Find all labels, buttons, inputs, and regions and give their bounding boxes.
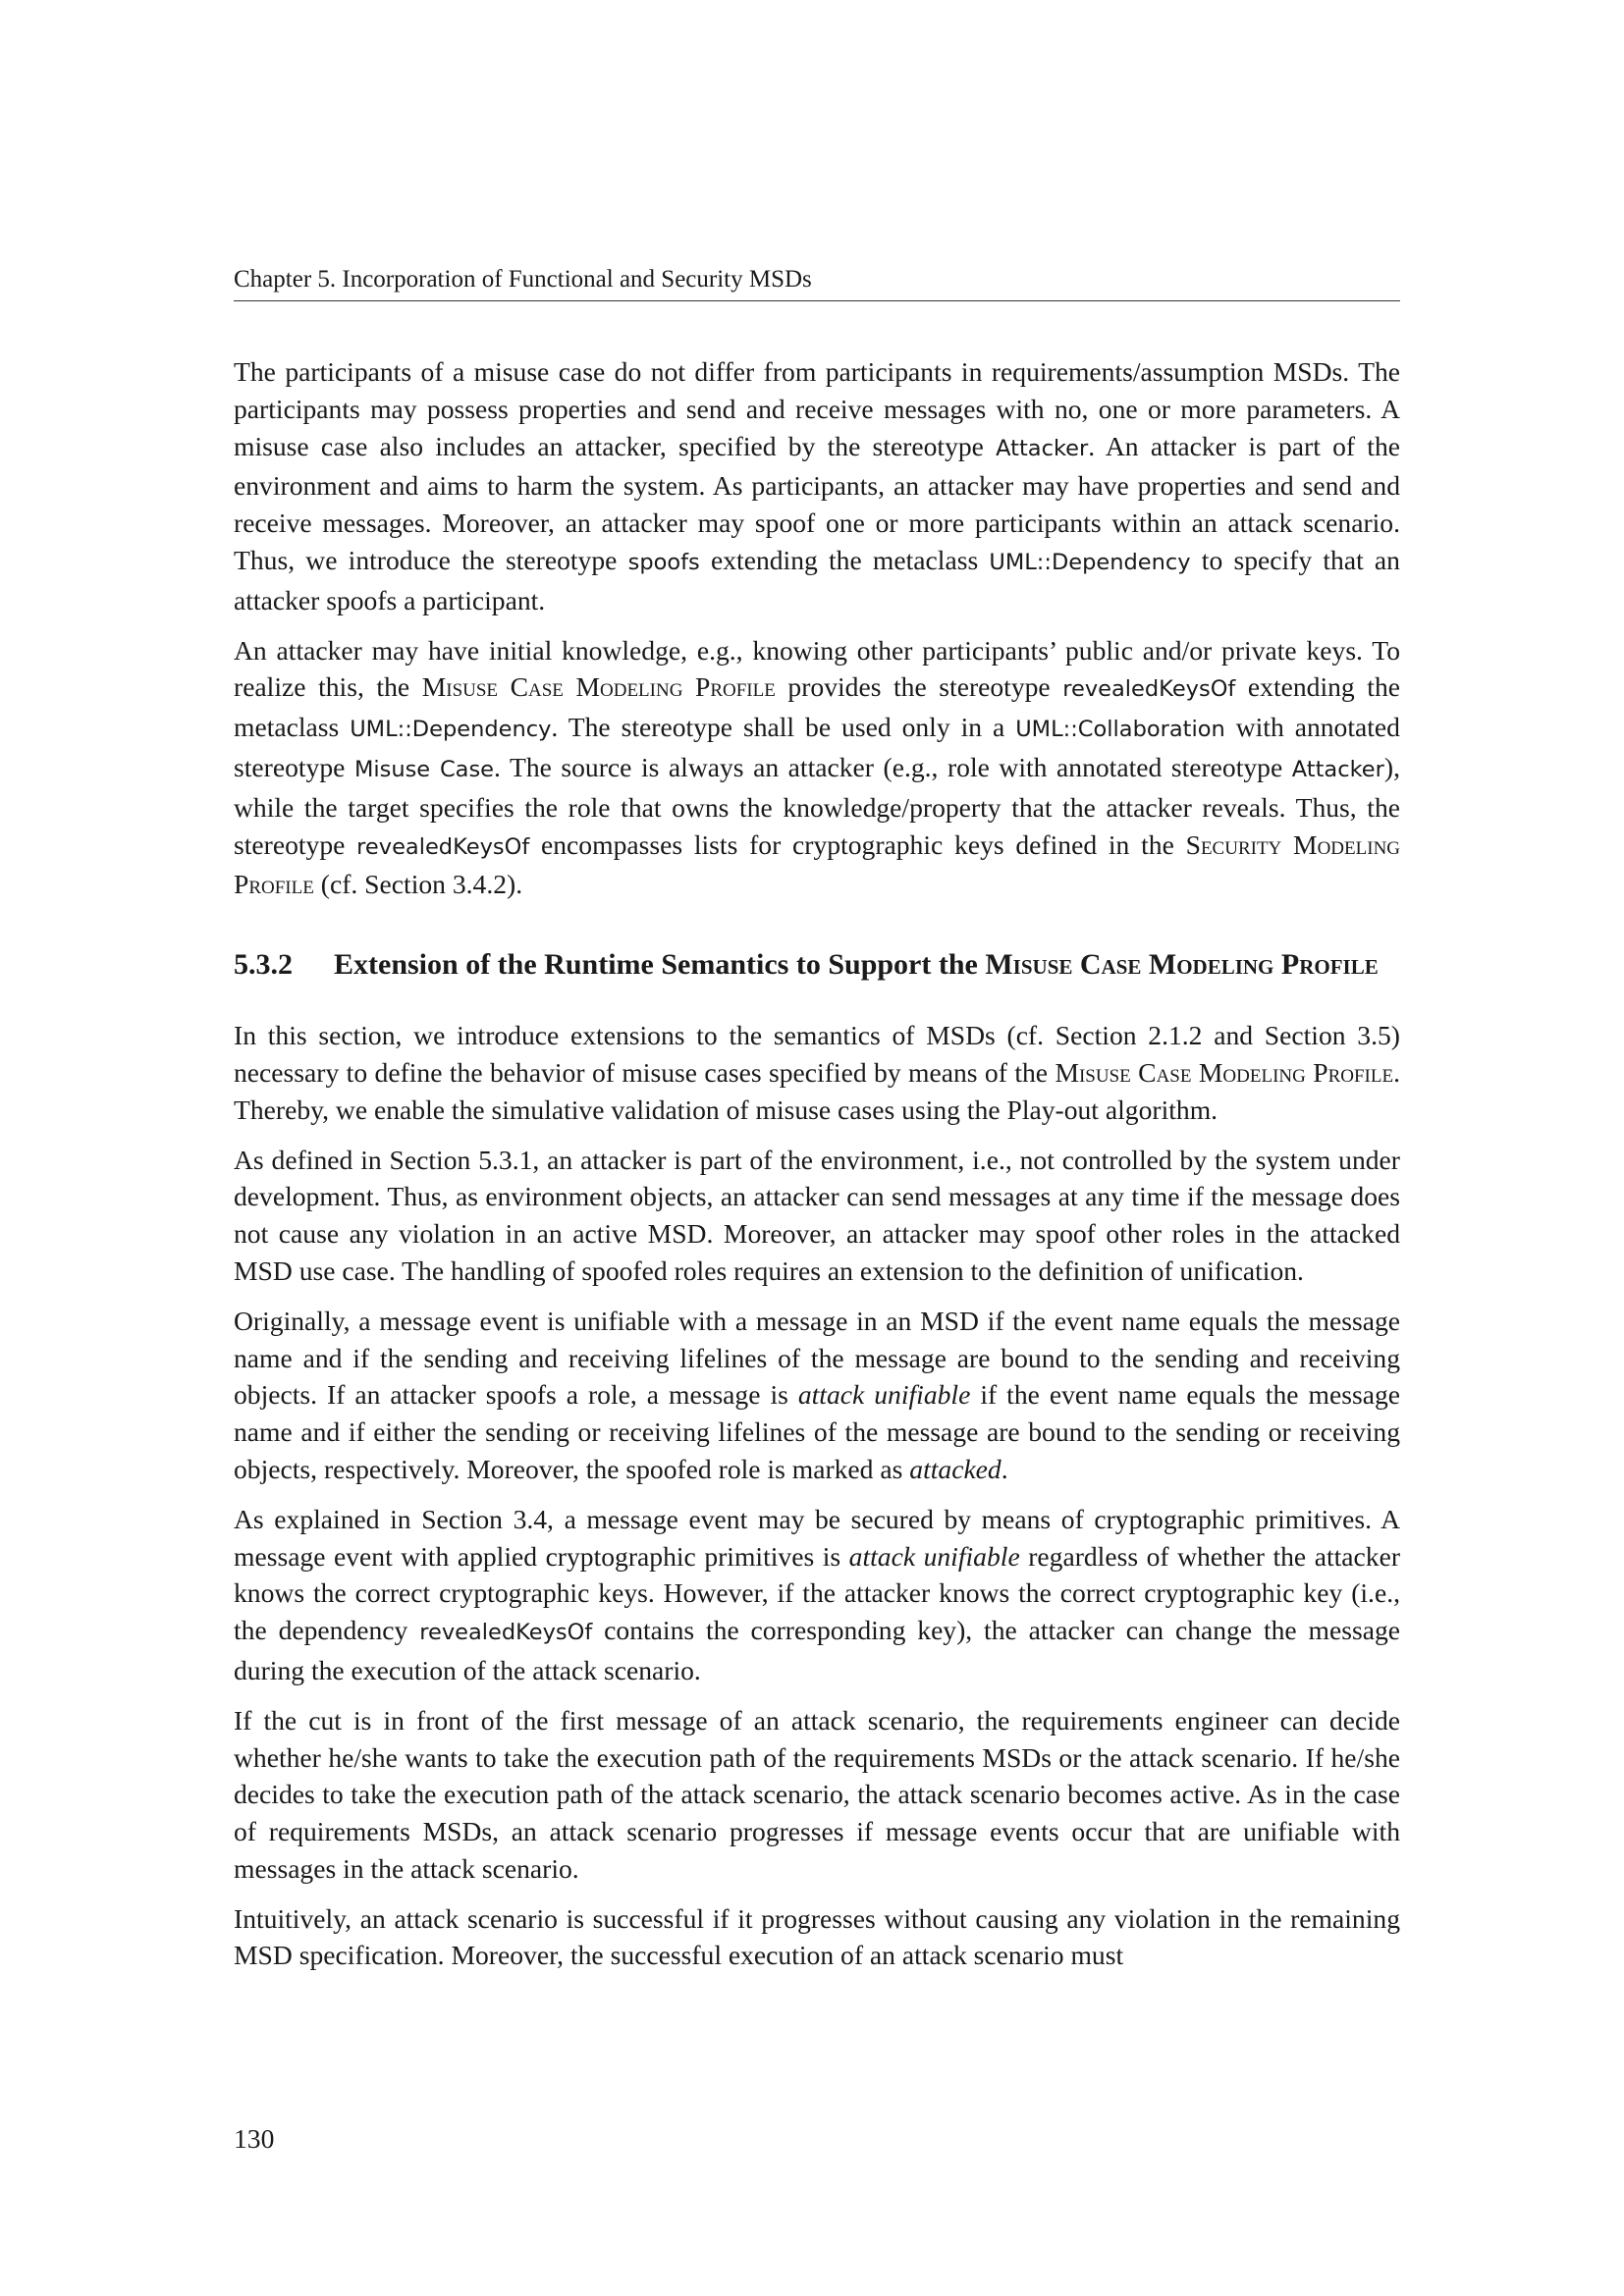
paragraph-successful-attack: Intuitively, an attack scenario is successful if it progresses without causing any violation in the remaining MSD specification. Moreover, the successful execution of an attack scenario must (234, 1902, 1400, 1971)
paragraph-initial-knowledge: An attacker may have initial knowledge, e.g., knowing other participants’ public and/or private keys. To realize this, the Misuse Case Modeling Profile provides the stereotype revealedKeysOf extending the metaclass UML::Dependency. The stereotype shall be used only in a UML::Collaboration with annotated stereotype Misuse Case. The source is always an attacker (e.g., role with annotated stereotype Attacker), while the target specifies the role that owns the knowledge/property that the attacker reveals. Thus, the stereotype revealedKeysOf encompasses lists for cryptographic keys defined in the Security Modeling Profile (cf. Section 3.4.2). (234, 634, 1401, 900)
term-attack-unifiable: attack unifiable (797, 1379, 971, 1411)
term-attacked: attacked (909, 1453, 1001, 1484)
section-heading (234, 946, 1400, 984)
profile-name: Security Modeling Profile (234, 828, 1401, 900)
section-title: Extension of the Runtime Semantics to Support the Misuse Case Modeling Profile (334, 948, 1379, 982)
paragraph-unification: Originally, a message event is unifiable with a message in an MSD if the event name equals the message name and if the sending and receiving lifelines of the message are bound to the sending and receiving objects. If an attacker spoofs a role, a message is attack unifiable if the event name equals the message name and if either the sending or receiving lifelines of the message are bound to the sending or receiving objects, respectively. Moreover, the spoofed role is marked as attacked. (234, 1305, 1400, 1484)
paragraph-attacker-environment: As defined in Section 5.3.1, an attacker is part of the environment, i.e., not controlled by the system under development. Thus, as environment objects, an attacker can send messages at any time if the message does not cause any violation in an active MSD. Moreover, an attacker may spoof other roles in the attacked MSD use case. The handling of spoofed roles requires an extension to the definition of unification. (234, 1144, 1400, 1286)
term-attack-unifiable: attack unifiable (848, 1540, 1020, 1572)
profile-name: Misuse Case Modeling Profile (1055, 1056, 1394, 1088)
paragraph-cryptographic: As explained in Section 3.4, a message event may be secured by means of cryptographic primitives. A message event with applied cryptographic primitives is attack unifiable regardless of whether the attacker knows the correct cryptographic keys. However, if the attacker knows the correct cryptographic key (i.e., the dependency revealedKeysOf contains the corresponding key), the attacker can change the message during the execution of the attack scenario. (234, 1503, 1401, 1685)
paragraph-execution-path: If the cut is in front of the first message of an attack scenario, the requirements engineer can decide whether he/she wants to take the execution path of the requirements MSDs or the attack scenario. If he/she decides to take the execution path of the attack scenario, the attack scenario becomes active. As in the case of requirements MSDs, an attack scenario progresses if message events occur that are unifiable with messages in the attack scenario. (234, 1704, 1400, 1884)
metaclass-collaboration: UML::Collaboration (1015, 717, 1225, 743)
paragraph-section-intro: In this section, we introduce extensions to the semantics of MSDs (cf. Section 2.1.2 and Section 3.5) necessary to define the behavior of misuse cases specified by means of the Misuse Case Modeling Profile. Thereby, we enable the simulative validation of misuse cases using the Play-out algorithm. (234, 1020, 1400, 1125)
stereotype-attacker: Attacker (996, 435, 1089, 461)
stereotype-revealedkeysof: revealedKeysOf (419, 1620, 593, 1646)
metaclass-dependency: UML::Dependency (350, 717, 552, 743)
profile-name: Misuse Case Modeling Profile (421, 671, 776, 703)
section-number: 5.3.2 (234, 948, 293, 982)
page-number: 130 (234, 2123, 275, 2154)
running-head: Chapter 5. Incorporation of Functional and Security MSDs (234, 265, 1400, 301)
stereotype-attacker: Attacker (1291, 756, 1384, 782)
paragraph-participants: The participants of a misuse case do not differ from participants in requirements/assumption MSDs. The participants may possess properties and send and receive messages with no, one or more parameters. A misuse case also includes an attacker, specified by the stereotype Attacker. An attacker is part of the environment and aims to harm the system. As participants, an attacker may have properties and send and receive messages. Moreover, an attacker may spoof one or more participants within an attack scenario. Thus, we introduce the stereotype spoofs extending the metaclass UML::Dependency to specify that an attacker spoofs a participant. (234, 356, 1400, 615)
stereotype-misuse-case: Misuse Case (353, 756, 495, 782)
metaclass-dependency: UML::Dependency (989, 549, 1191, 575)
page-body (234, 353, 1400, 1987)
stereotype-revealedkeysof: revealedKeysOf (356, 833, 530, 860)
stereotype-spoofs: spoofs (627, 549, 700, 575)
stereotype-revealedkeysof: revealedKeysOf (1062, 676, 1236, 703)
